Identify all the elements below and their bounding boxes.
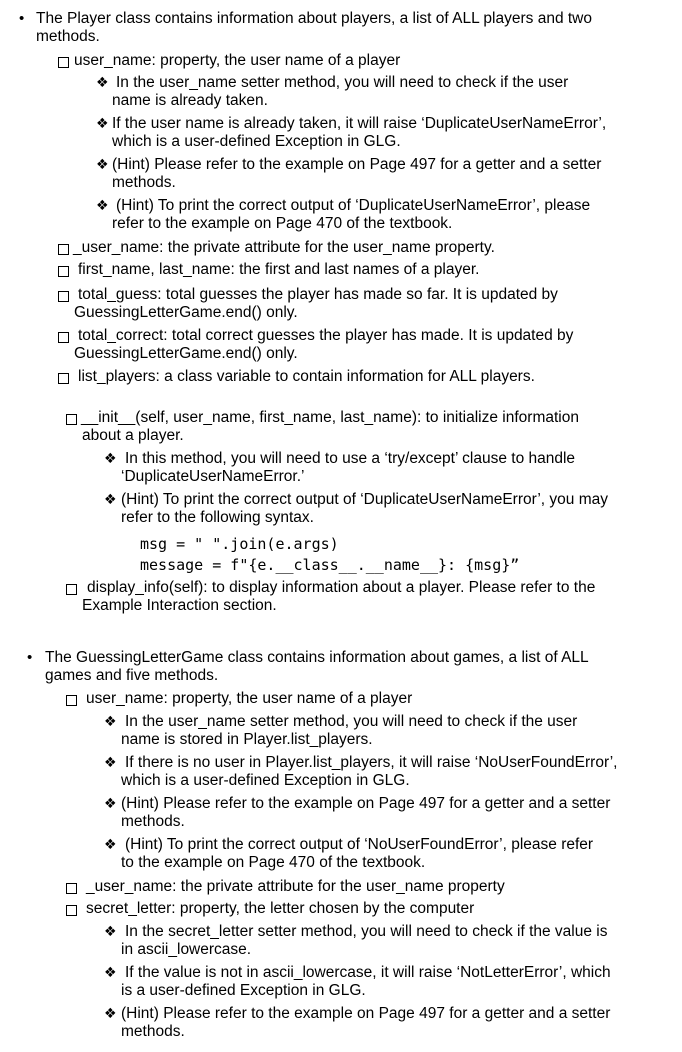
text-line: user_name: property, the user name of a player <box>74 52 401 69</box>
checkbox-bullet <box>58 373 69 384</box>
text-line: _user_name: the private attribute for the user_name property. <box>73 239 495 256</box>
diamond-bullet-icon: ❖ <box>104 755 117 771</box>
text-line: name is stored in Player.list_players. <box>121 731 373 748</box>
text-line: (Hint) To print the correct output of ‘NoUserFoundError’, please refer <box>125 836 594 853</box>
diamond-bullet-icon: ❖ <box>96 116 109 132</box>
text-line: secret_letter: property, the letter chosen by the computer <box>86 900 475 917</box>
checkbox-bullet <box>66 414 77 425</box>
diamond-bullet-icon: ❖ <box>104 1006 117 1022</box>
checkbox-bullet <box>66 695 77 706</box>
checkbox-bullet <box>66 905 77 916</box>
text-line: total_correct: total correct guesses the player has made. It is updated by <box>78 327 574 344</box>
text-line: about a player. <box>82 427 184 444</box>
text-line: display_info(self): to display information about a player. Please refer to the <box>87 579 596 596</box>
bullet-marker: • <box>27 649 33 666</box>
text-line: refer to the example on Page 470 of the textbook. <box>112 215 453 232</box>
diamond-bullet-icon: ❖ <box>96 198 109 214</box>
diamond-bullet-icon: ❖ <box>104 837 117 853</box>
text-line: Example Interaction section. <box>82 597 277 614</box>
text-line: methods. <box>36 28 100 45</box>
checkbox-bullet <box>58 244 69 255</box>
text-line: name is already taken. <box>112 92 268 109</box>
text-line: __init__(self, user_name, first_name, last_name): to initialize information <box>81 409 579 426</box>
text-line: If the value is not in ascii_lowercase, it will raise ‘NotLetterError’, which <box>125 964 611 981</box>
text-line: methods. <box>112 174 176 191</box>
text-line: If there is no user in Player.list_players, it will raise ‘NoUserFoundError’, <box>125 754 618 771</box>
text-line: total_guess: total guesses the player has made so far. It is updated by <box>78 286 558 303</box>
bullet-marker: • <box>19 10 25 27</box>
text-line: The GuessingLetterGame class contains information about games, a list of ALL <box>45 649 589 666</box>
diamond-bullet-icon: ❖ <box>104 796 117 812</box>
text-line: If the user name is already taken, it will raise ‘DuplicateUserNameError’, <box>112 115 607 132</box>
text-line: In the secret_letter setter method, you will need to check if the value is <box>125 923 608 940</box>
checkbox-bullet <box>66 883 77 894</box>
text-line: ‘DuplicateUserNameError.’ <box>121 468 305 485</box>
code-line: message = f"{e.__class__.__name__}: {msg}” <box>140 556 520 574</box>
text-line: In the user_name setter method, you will need to check if the user <box>125 713 578 730</box>
text-line: (Hint) To print the correct output of ‘DuplicateUserNameError’, you may <box>121 491 609 508</box>
diamond-bullet-icon: ❖ <box>96 75 109 91</box>
checkbox-bullet <box>58 291 69 302</box>
text-line: methods. <box>121 813 185 830</box>
text-line: (Hint) Please refer to the example on Page 497 for a getter and a setter <box>112 156 602 173</box>
text-line: user_name: property, the user name of a player <box>86 690 413 707</box>
text-line: in ascii_lowercase. <box>121 941 252 958</box>
text-line: list_players: a class variable to contain information for ALL players. <box>78 368 535 385</box>
text-line: GuessingLetterGame.end() only. <box>74 304 298 321</box>
text-line: (Hint) Please refer to the example on Page 497 for a getter and a setter <box>121 795 611 812</box>
checkbox-bullet <box>58 266 69 277</box>
text-line: In this method, you will need to use a ‘try/except’ clause to handle <box>125 450 576 467</box>
diamond-bullet-icon: ❖ <box>104 965 117 981</box>
text-line: (Hint) To print the correct output of ‘DuplicateUserNameError’, please <box>116 197 591 214</box>
diamond-bullet-icon: ❖ <box>104 924 117 940</box>
text-line: games and five methods. <box>45 667 219 684</box>
text-line: GuessingLetterGame.end() only. <box>74 345 298 362</box>
text-line: (Hint) Please refer to the example on Page 497 for a getter and a setter <box>121 1005 611 1022</box>
text-line: is a user-defined Exception in GLG. <box>121 982 366 999</box>
text-line: In the user_name setter method, you will need to check if the user <box>116 74 569 91</box>
text-line: which is a user-defined Exception in GLG. <box>121 772 410 789</box>
text-line: methods. <box>121 1023 185 1040</box>
text-line: which is a user-defined Exception in GLG. <box>112 133 401 150</box>
code-line: msg = " ".join(e.args) <box>140 535 339 553</box>
diamond-bullet-icon: ❖ <box>104 714 117 730</box>
checkbox-bullet <box>58 57 69 68</box>
checkbox-bullet <box>58 332 69 343</box>
text-line: refer to the following syntax. <box>121 509 314 526</box>
diamond-bullet-icon: ❖ <box>96 157 109 173</box>
text-line: first_name, last_name: the first and last names of a player. <box>78 261 480 278</box>
diamond-bullet-icon: ❖ <box>104 492 117 508</box>
text-line: to the example on Page 470 of the textbook. <box>121 854 426 871</box>
text-line: The Player class contains information about players, a list of ALL players and two <box>36 10 592 27</box>
checkbox-bullet <box>66 584 77 595</box>
diamond-bullet-icon: ❖ <box>104 451 117 467</box>
text-line: _user_name: the private attribute for the user_name property <box>86 878 505 895</box>
